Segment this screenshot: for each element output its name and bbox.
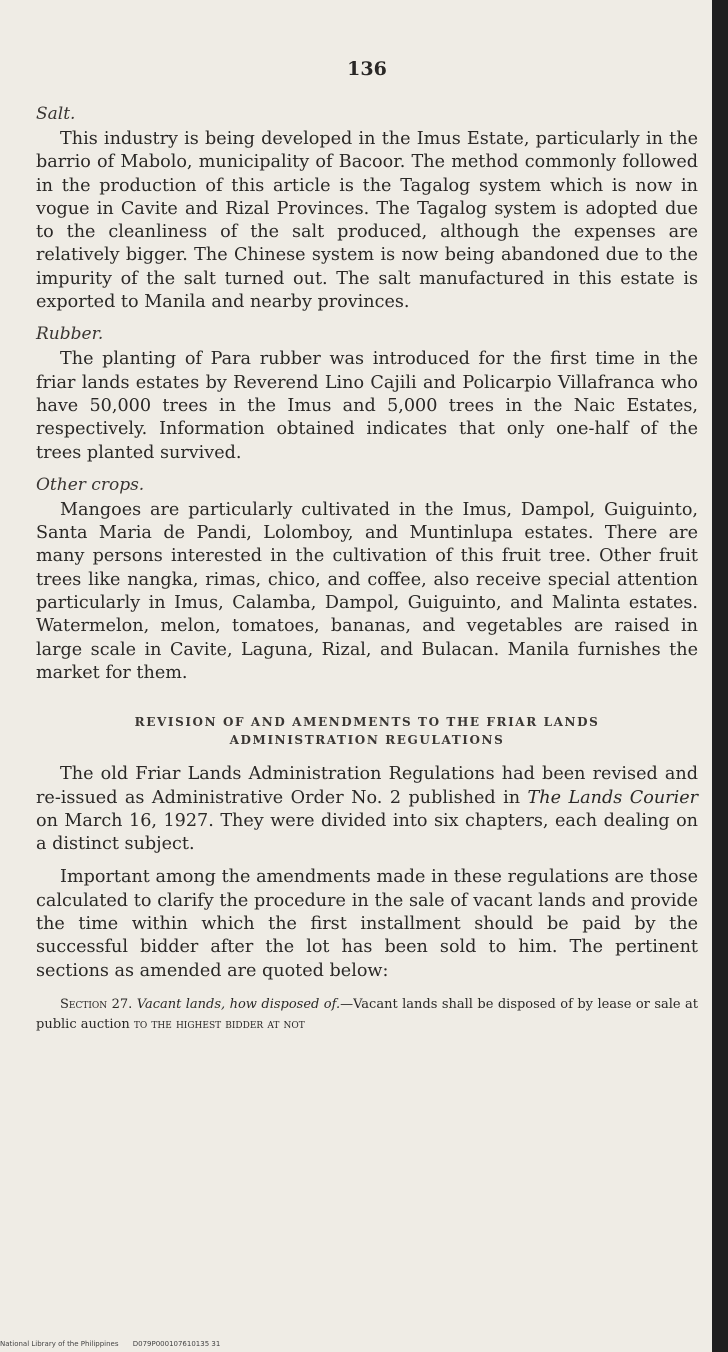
scan-footer bbox=[0, 1340, 232, 1348]
section-title-line-2: ADMINISTRATION REGULATIONS bbox=[229, 733, 505, 748]
paragraph-revision-1 bbox=[36, 763, 698, 856]
paragraph-rubber: The planting of Para rubber was introduced for the first time in the friar lands estates by Reverend Lino Cajili and Policarpio Villafranca who have 50,000 trees in the Imus and 5,000 trees in the Naic Estates, respectively. Information obtained indicates that only one-half of the trees planted survived. bbox=[36, 349, 698, 463]
quote-section-label: Section 27. bbox=[60, 996, 133, 1012]
quote-italic-title: Vacant lands, how disposed of. bbox=[136, 996, 341, 1012]
page-content bbox=[36, 52, 698, 1035]
paragraph-other-crops: Mangoes are particularly cultivated in the Imus, Dampol, Guiguinto, Santa Maria de Pandi, Lolomboy, and Muntinlupa estates. There are many persons interested in the cultivation of this fruit tree. Other fruit trees like nangka, rimas, chico, and coffee, also receive special attention particularly in Imus, Calamba, Dampol, Guiguinto, and Malinta estates. Watermelon, melon, tomatoes, bananas, and vegetables are raised in large scale in Cavite, Laguna, Rizal, and Bulacan. Manila furnishes the market for them. bbox=[36, 499, 698, 683]
heading-salt: Salt. bbox=[36, 104, 76, 124]
footer-library: National Library of the Philippines bbox=[0, 1340, 119, 1348]
section-title-line-1: REVISION OF AND AMENDMENTS TO THE FRIAR LANDS bbox=[134, 715, 600, 730]
section-title-revision bbox=[36, 713, 698, 749]
revision-text-after: on March 16, 1927. They were divided into six chapters, each dealing on a distinct subject. bbox=[36, 810, 698, 855]
quote-caps-text: to the highest bidder at not bbox=[133, 1016, 305, 1032]
quote-text: —Vacant lands shall be disposed of by lease or sale at public auction bbox=[36, 996, 699, 1032]
footer-code: D079P000107610135 31 bbox=[132, 1340, 221, 1348]
book-edge bbox=[712, 0, 728, 1352]
publication-title: The Lands Courier bbox=[527, 787, 699, 808]
paragraph-salt: This industry is being developed in the Imus Estate, particularly in the barrio of Mabolo, municipality of Bacoor. The method commonly followed in the production of this article is the Tagalog system which is now in vogue in Cavite and Rizal Provinces. The Tagalog system is adopted due to the cleanliness of the salt produced, although the expenses are relatively bigger. The Chinese system is now being abandoned due to the impurity of the salt turned out. The salt manufactured in this estate is exported to Manila and nearby provinces. bbox=[36, 129, 698, 313]
paragraph-revision-2: Important among the amendments made in these regulations are those calculated to clarify the procedure in the sale of vacant lands and provide the time within which the first installment should be paid by the successful bidder after the lot has been sold to him. The pertinent sections as amended are quoted below: bbox=[36, 867, 698, 981]
heading-rubber: Rubber. bbox=[36, 324, 104, 345]
quoted-section-27 bbox=[36, 995, 698, 1035]
revision-text-before: The old Friar Lands Administration Regulations had been revised and re-issued as Administrative Order No. 2 published in bbox=[36, 764, 698, 808]
heading-other-crops: Other crops. bbox=[36, 474, 145, 495]
page-number: 136 bbox=[347, 58, 387, 80]
